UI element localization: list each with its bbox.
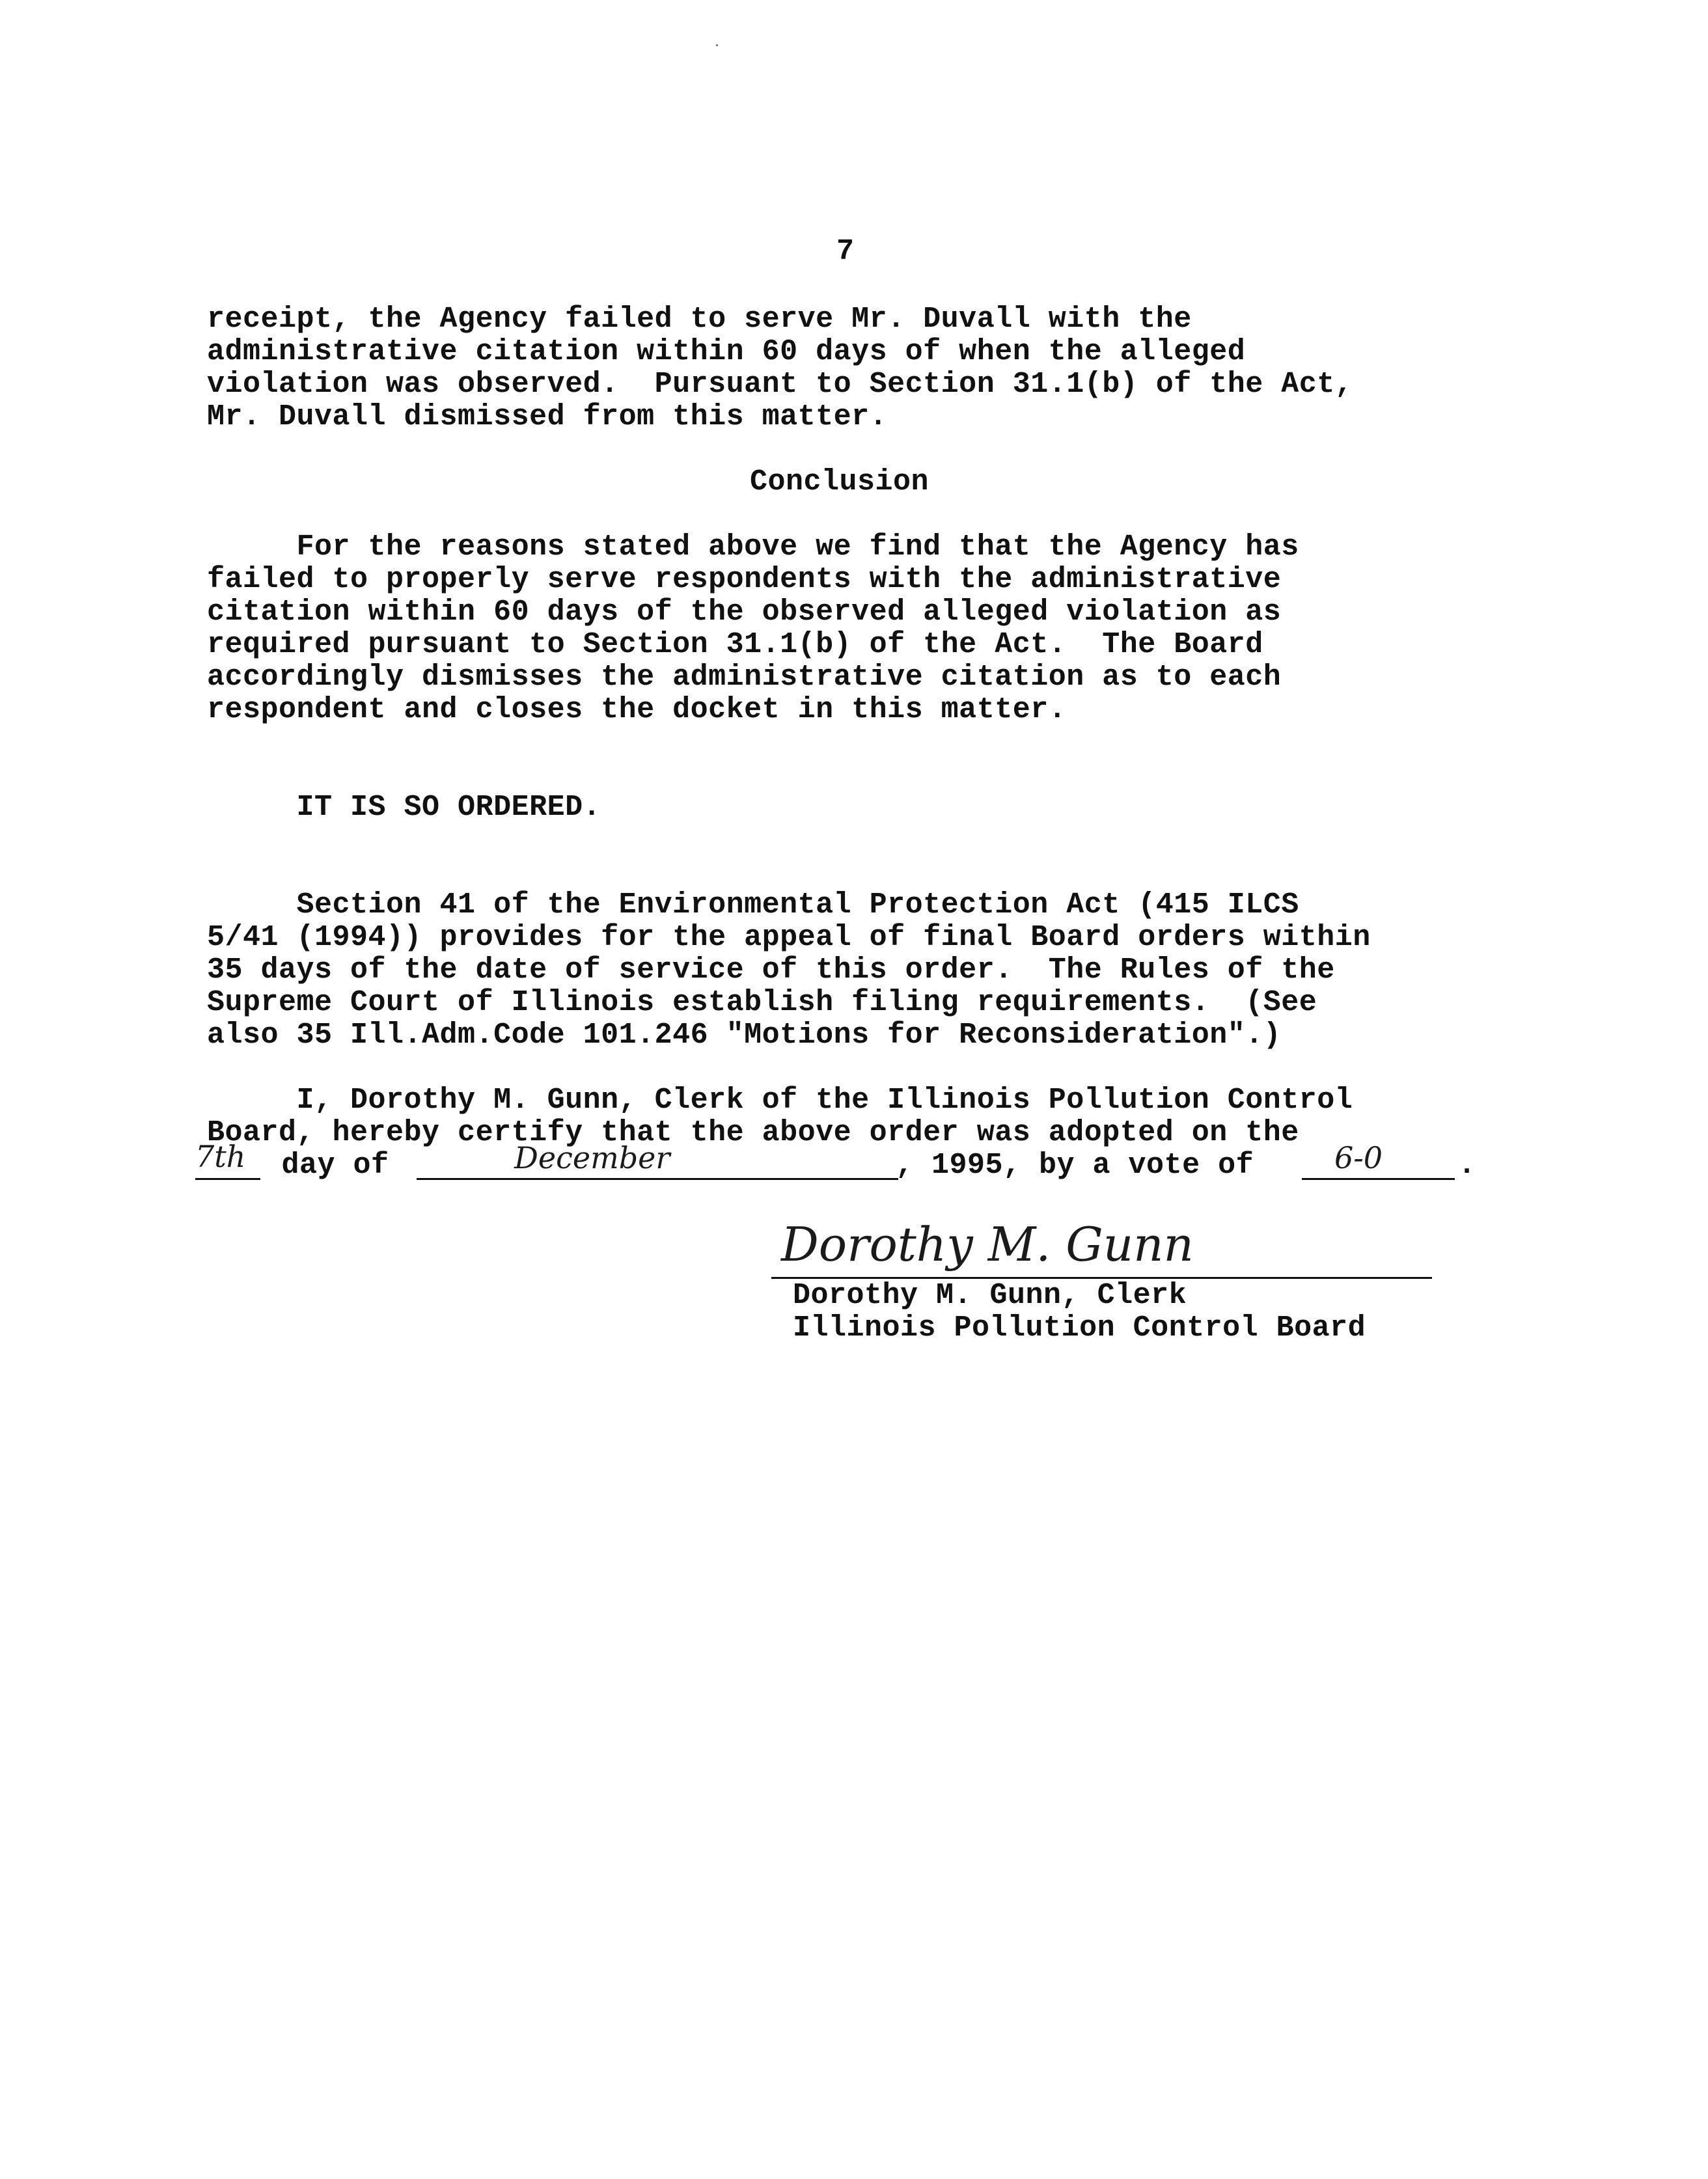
scan-speck [716, 44, 718, 46]
section-heading: Conclusion [750, 465, 930, 499]
intro-line-2: administrative citation within 60 days of when the alleged [207, 335, 1246, 368]
appeal-line-1: Section 41 of the Environmental Protection Act (415 ILCS [207, 888, 1299, 922]
intro-line-1: receipt, the Agency failed to serve Mr. Duvall with the [207, 303, 1192, 336]
conclusion-line-1: For the reasons stated above we find that the Agency has [207, 530, 1299, 564]
handwritten-month: December [514, 1140, 670, 1175]
day-blank [195, 1178, 260, 1180]
intro-line-4: Mr. Duvall dismissed from this matter. [207, 400, 888, 433]
intro-line-3: violation was observed. Pursuant to Section 31.1(b) of the Act, [207, 368, 1353, 401]
conclusion-line-3: citation within 60 days of the observed alleged violation as [207, 596, 1282, 629]
certification-line-1: I, Dorothy M. Gunn, Clerk of the Illinois Pollution Control [207, 1084, 1353, 1117]
order-statement: IT IS SO ORDERED. [207, 791, 601, 824]
certification-line-2: Board, hereby certify that the above order was adopted on the [207, 1116, 1299, 1149]
appeal-line-2: 5/41 (1994)) provides for the appeal of final Board orders within [207, 921, 1371, 954]
signature-handwriting: Dorothy M. Gunn [781, 1217, 1194, 1272]
page-number: 7 [836, 235, 855, 268]
conclusion-line-4: required pursuant to Section 31.1(b) of the Act. The Board [207, 628, 1263, 661]
conclusion-line-5: accordingly dismisses the administrative citation as to each [207, 661, 1282, 694]
appeal-line-4: Supreme Court of Illinois establish filing requirements. (See [207, 986, 1317, 1019]
handwritten-vote: 6-0 [1334, 1140, 1383, 1175]
signatory-organization: Illinois Pollution Control Board [793, 1311, 1366, 1345]
day-of-label: day of [264, 1149, 389, 1182]
appeal-line-3: 35 days of the date of service of this order. The Rules of the [207, 953, 1335, 987]
appeal-line-5: also 35 Ill.Adm.Code 101.246 "Motions for Reconsideration".) [207, 1019, 1282, 1052]
year-vote-label: , 1995, by a vote of [896, 1149, 1254, 1182]
handwritten-day: 7th [195, 1139, 246, 1174]
vote-blank [1302, 1178, 1455, 1180]
conclusion-line-6: respondent and closes the docket in this matter. [207, 693, 1067, 726]
sentence-period: . [1458, 1149, 1476, 1182]
month-blank [417, 1178, 898, 1180]
conclusion-line-2: failed to properly serve respondents with the administrative [207, 563, 1282, 596]
signatory-name: Dorothy M. Gunn, Clerk [793, 1279, 1187, 1312]
